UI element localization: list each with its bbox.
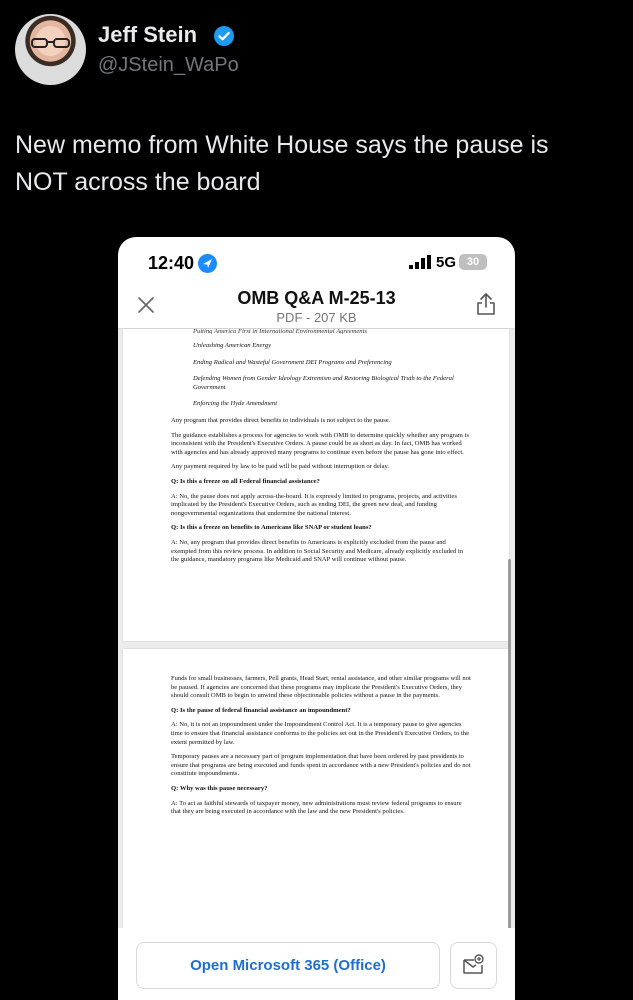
verified-badge-icon (213, 25, 235, 47)
paragraph: Any program that provides direct benefits to individuals is not subject to the pause. (171, 416, 391, 424)
mail-button[interactable] (450, 942, 497, 989)
open-in-office-button[interactable]: Open Microsoft 365 (Office) (136, 942, 440, 989)
signal-bars-icon (409, 255, 431, 269)
mail-add-icon (462, 954, 484, 976)
paragraph: Any payment required by law to be paid will be paid without interruption or delay. (171, 463, 390, 471)
pdf-page (123, 649, 509, 939)
glasses-icon (31, 38, 70, 48)
question: Q: Is this a freeze on benefits to Americans like SNAP or student loans? (171, 524, 372, 532)
avatar[interactable] (15, 14, 86, 85)
viewer-footer (118, 928, 515, 1000)
document-size: PDF - 207 KB (276, 310, 357, 325)
paragraph: Funds for small businesses, farmers, Pell grants, Head Start, rental assistance, and other similar programs will not be paused. If agencies are concerned that these programs may implicate the President's Executive Orders, they should consult OMB to begin to unwind these objectionable policies without a pause in the payments. (171, 675, 471, 700)
question: Q: Why was this pause necessary? (171, 784, 268, 792)
answer: A: No, it is not an impoundment under the Impoundment Control Act. It is a temporary pause to give agencies time to ensure that financial assistance conforms to the policies set out in the President's Executive Orders, to the extent permitted by law. (171, 721, 470, 746)
author-handle[interactable]: @JStein_WaPo (98, 54, 239, 76)
share-icon[interactable] (475, 292, 497, 316)
location-arrow-icon (198, 254, 217, 273)
list-item: Defending Women from Gender Ideology Extremism and Restoring Biological Truth to the Federal Government (193, 375, 454, 391)
author-name[interactable]: Jeff Stein (98, 22, 198, 47)
pdf-viewer[interactable] (118, 328, 515, 929)
tweet-text: New memo from White House says the pause is NOT across the board (15, 131, 549, 196)
document-line: Putting America First in International Environmental Agreements (193, 329, 367, 334)
attached-screenshot[interactable] (118, 237, 515, 1000)
scrollbar[interactable] (508, 559, 511, 974)
list-item: Ending Radical and Wasteful Government DEI Programs and Preferencing (193, 358, 392, 366)
answer: A: To act as faithful stewards of taxpayer money, new administrations must review federal programs to ensure that they are being executed in accordance with the law and the new President's policies. (171, 799, 462, 816)
question: Q: Is this a freeze on all Federal financial assistance? (171, 477, 320, 485)
battery-icon: 30 (459, 254, 487, 270)
network-label: 5G (436, 254, 457, 271)
question: Q: Is the pause of federal financial assistance an impoundment? (171, 706, 351, 714)
paragraph: Temporary pauses are a necessary part of program implementation that have been ordered by past presidents to ensure that programs are being executed and funds spent in accordance with a new President's policies and do not constitute impoundments. (171, 753, 471, 778)
document-title: OMB Q&A M-25-13 (237, 288, 396, 308)
list-item: Unleashing American Energy (193, 342, 272, 349)
answer: A: No, the pause does not apply across-the-board. It is expressly limited to programs, projects, and activities implicated by the President's Executive Orders, such as ending DEI, the green new deal, and funding nongovernmental organizations that undermine the national interest. (171, 492, 458, 517)
pdf-page (123, 329, 509, 641)
list-item: Enforcing the Hyde Amendment (193, 400, 278, 408)
answer: A: No, any program that provides direct benefits to Americans is explicitly excluded from the pause and exempted from this review process. In addition to Social Security and Medicare, already explicitly excluded in the guidance, mandatory programs like Medicaid and SNAP will continue without pause. (171, 538, 464, 564)
paragraph: The guidance establishes a process for agencies to work with OMB to determine quickly whether any program is inconsistent with the President's Executive Orders. A pause could be as short as day. In fact, OMB has worked with agencies and has already approved many programs to continue even before the pause has gone into effect. (171, 431, 469, 456)
status-time: 12:40 (148, 253, 195, 273)
